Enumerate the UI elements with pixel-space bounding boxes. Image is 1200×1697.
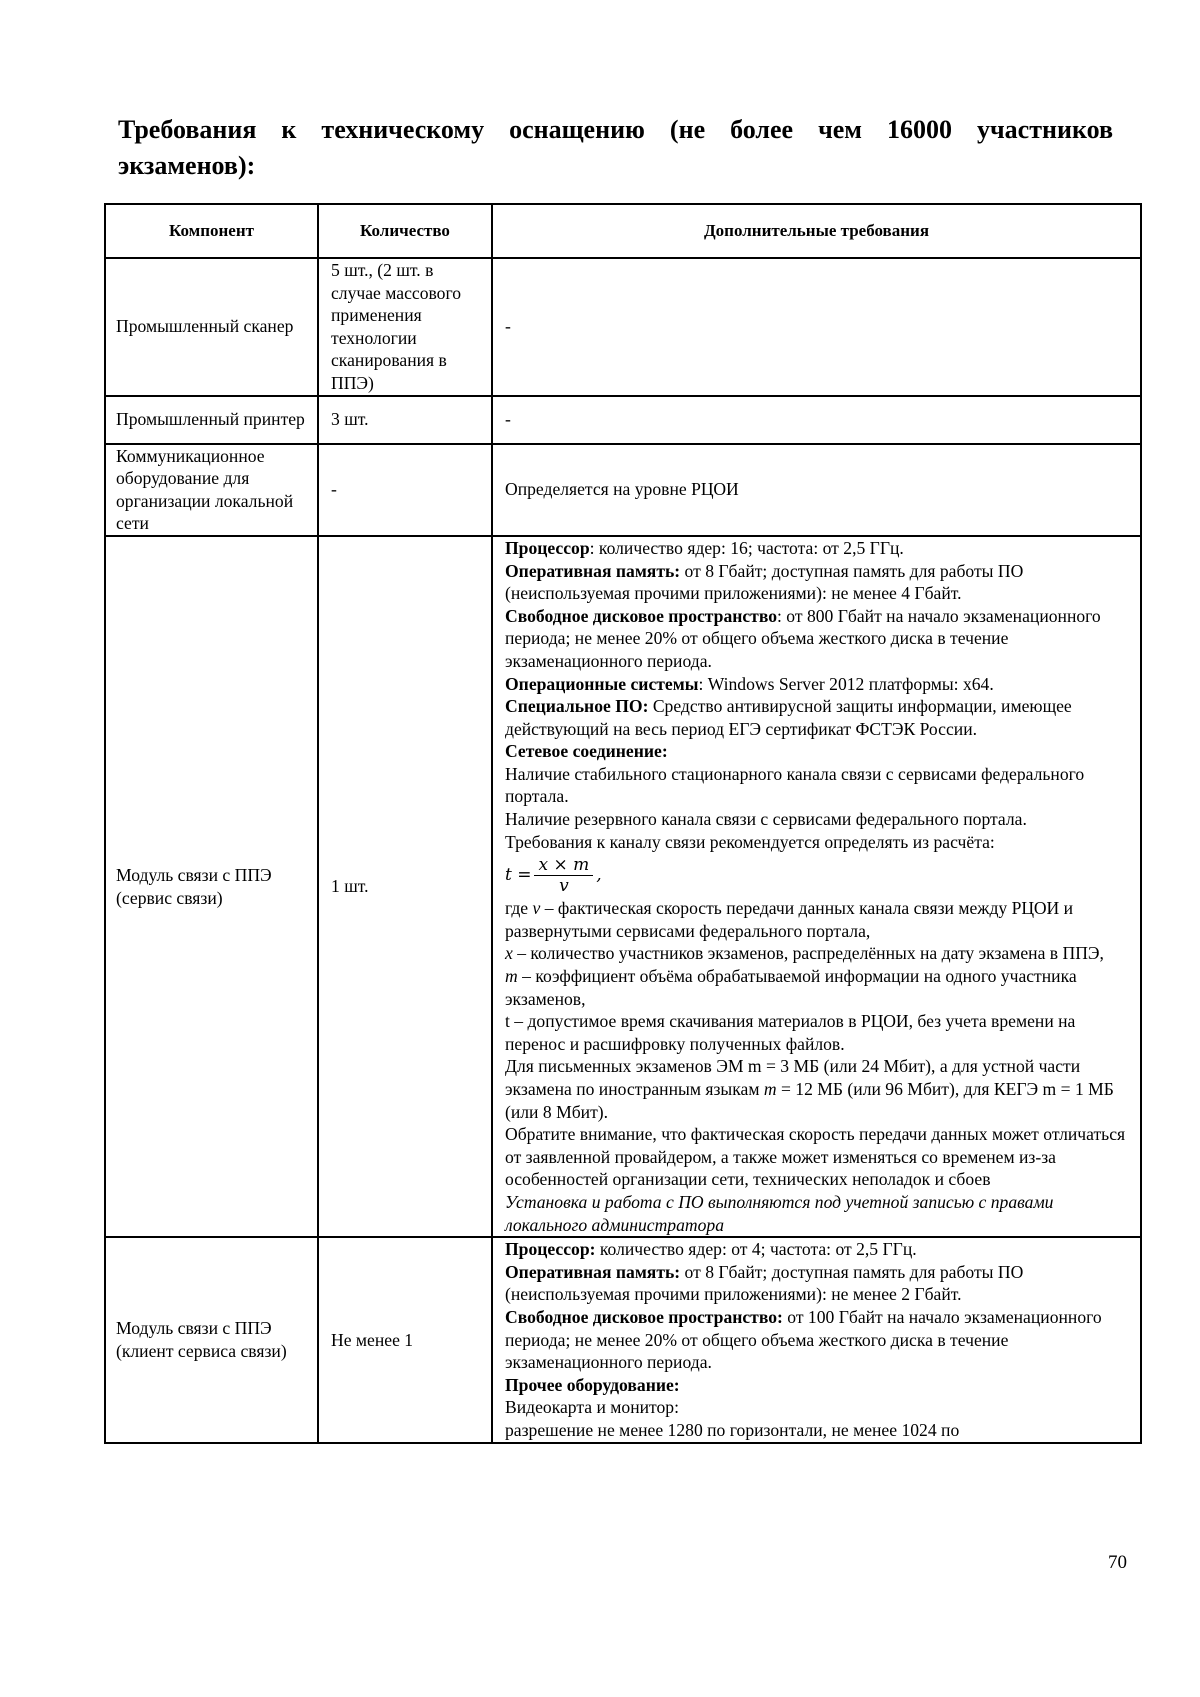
req-ram-label: Оперативная память: [505, 560, 681, 581]
cell-requirements: - [492, 396, 1141, 444]
exam-volume-text [505, 1055, 1134, 1123]
req-disk-text: от 100 Гбайт на начало экзаменационного периода; не менее 20% от общего объема жесткого диска в течение экзаменационного периода. [505, 1306, 1102, 1373]
cell-quantity: 1 шт. [318, 536, 492, 1237]
column-header-quantity: Количество [318, 204, 492, 258]
cell-component: Модуль связи с ППЭ (клиент сервиса связи) [105, 1237, 318, 1442]
variable-x: x [505, 943, 513, 964]
cell-quantity: Не менее 1 [318, 1237, 492, 1442]
column-header-component: Компонент [105, 204, 318, 258]
req-cpu [505, 537, 1134, 560]
req-disk-text: : от 800 Гбайт на начало экзаменационного периода; не менее 20% от общего объема жесткого диска в течение экзаменационного периода. [505, 605, 1101, 671]
req-cpu-text: : количество ядер: 16; частота: от 2,5 ГГц. [589, 537, 904, 558]
req-cpu [505, 1238, 1134, 1261]
exam-text-post: = 12 МБ (или 96 Мбит), для КЕГЭ m = 1 МБ (или 8 Мбит). [505, 1079, 1114, 1122]
req-network-line: Наличие резервного канала связи с сервисами федерального портала. [505, 809, 1027, 830]
cell-requirements: Определяется на уровне РЦОИ [492, 444, 1141, 536]
cell-requirements [492, 1237, 1141, 1442]
formula-numerator: x × m [534, 855, 593, 876]
req-resolution: разрешение не менее 1280 по горизонтали, не менее 1024 по [505, 1419, 960, 1440]
cell-requirements [492, 536, 1141, 1237]
cell-quantity: 3 шт. [318, 396, 492, 444]
variable-m: m [505, 966, 518, 987]
page-number: 70 [1108, 1552, 1127, 1573]
req-network-line: Наличие стабильного стационарного канала связи с сервисами федерального портала. [505, 763, 1085, 807]
req-software [505, 695, 1134, 740]
formula-fraction [534, 855, 593, 896]
cell-component: Промышленный сканер [105, 258, 318, 396]
cell-component: Коммуникационное оборудование для организации локальной сети [105, 444, 318, 536]
table-row [105, 444, 1141, 536]
exam-text-pre: Для письменных экзаменов ЭМ m = 3 МБ (или 24 Мбит), а для устной части экзамена по иностранным языкам [505, 1056, 1081, 1099]
table-row [105, 396, 1141, 444]
variable-m: m [763, 1079, 777, 1099]
cell-quantity: 5 шт., (2 шт. в случае массового применения технологии сканирования в ППЭ) [318, 258, 492, 396]
req-software-label: Специальное ПО: [505, 696, 649, 717]
cell-component: Модуль связи с ППЭ (сервис связи) [105, 536, 318, 1237]
req-video: Видеокарта и монитор: [505, 1397, 679, 1418]
req-disk [505, 605, 1134, 673]
req-disk-label: Свободное дисковое пространство [505, 605, 778, 626]
table-row [105, 536, 1141, 1237]
req-ram-text: от 8 Гбайт; доступная память для работы ПО (неиспользуемая прочими приложениями): не менее 4 Гбайт. [505, 560, 1024, 604]
requirements-table [104, 203, 1142, 1444]
req-os [505, 673, 1134, 696]
req-cpu-text: количество ядер: от 4; частота: от 2,5 ГГц. [595, 1239, 917, 1260]
cell-requirements: - [492, 258, 1141, 396]
req-ram [505, 560, 1134, 605]
table-row [105, 1237, 1141, 1442]
req-os-label: Операционные системы [505, 673, 699, 694]
req-cpu-label: Процессор [505, 537, 590, 558]
req-ram-text: от 8 Гбайт; доступная память для работы ПО (неиспользуемая прочими приложениями): не менее 2 Гбайт. [505, 1261, 1024, 1305]
req-network-label: Сетевое соединение: [505, 741, 668, 762]
where-x-text: – количество участников экзаменов, распределённых на дату экзамена в ППЭ, [512, 943, 1104, 964]
table-row [105, 258, 1141, 396]
req-os-text: : Windows Server 2012 платформы: x64. [698, 673, 994, 694]
formula-where-x [505, 942, 1134, 965]
req-network-line: Требования к каналу связи рекомендуется определять из расчёта: [505, 831, 995, 852]
bandwidth-formula [505, 853, 1134, 897]
speed-note: Обратите внимание, что фактическая скорость передачи данных может отличаться от заявленной провайдером, а также может изменяться со временем из-за особенностей организации сети, технических неполадок и сбоев [505, 1124, 1126, 1190]
column-header-requirements: Дополнительные требования [492, 204, 1141, 258]
formula-lhs: t = [505, 864, 532, 885]
formula-where-t: t – допустимое время скачивания материалов в РЦОИ, без учета времени на перенос и расшифровку полученных файлов. [505, 1011, 1076, 1054]
page-title: Требования к техническому оснащению (не более чем 16000 участников экзаменов): [118, 115, 1113, 180]
cell-quantity: - [318, 444, 492, 536]
formula-tail: , [596, 864, 602, 885]
formula-where-v [505, 897, 1134, 942]
req-other-label: Прочее оборудование: [505, 1374, 680, 1395]
req-ram [505, 1261, 1134, 1306]
req-disk [505, 1306, 1134, 1374]
formula-denominator: v [559, 875, 569, 896]
install-note: Установка и работа с ПО выполняются под учетной записью с правами локального администратора [505, 1191, 1054, 1235]
where-v-text: – фактическая скорость передачи данных канала связи между РЦОИ и развернутыми сервисами федерального портала, [505, 898, 1074, 941]
req-cpu-label: Процессор: [505, 1239, 596, 1260]
req-software-text: Средство антивирусной защиты информации, имеющее действующий на весь период ЕГЭ сертификат ФСТЭК России. [505, 696, 1072, 739]
req-disk-label: Свободное дисковое пространство: [505, 1306, 783, 1327]
cell-component: Промышленный принтер [105, 396, 318, 444]
where-prefix: где [505, 898, 533, 919]
table-header-row [105, 204, 1141, 258]
formula-where-m [505, 965, 1134, 1010]
where-m-text: – коэффициент объёма обрабатываемой информации на одного участника экзаменов, [505, 966, 1077, 1009]
req-ram-label: Оперативная память: [505, 1261, 681, 1282]
variable-v: v [532, 898, 541, 919]
